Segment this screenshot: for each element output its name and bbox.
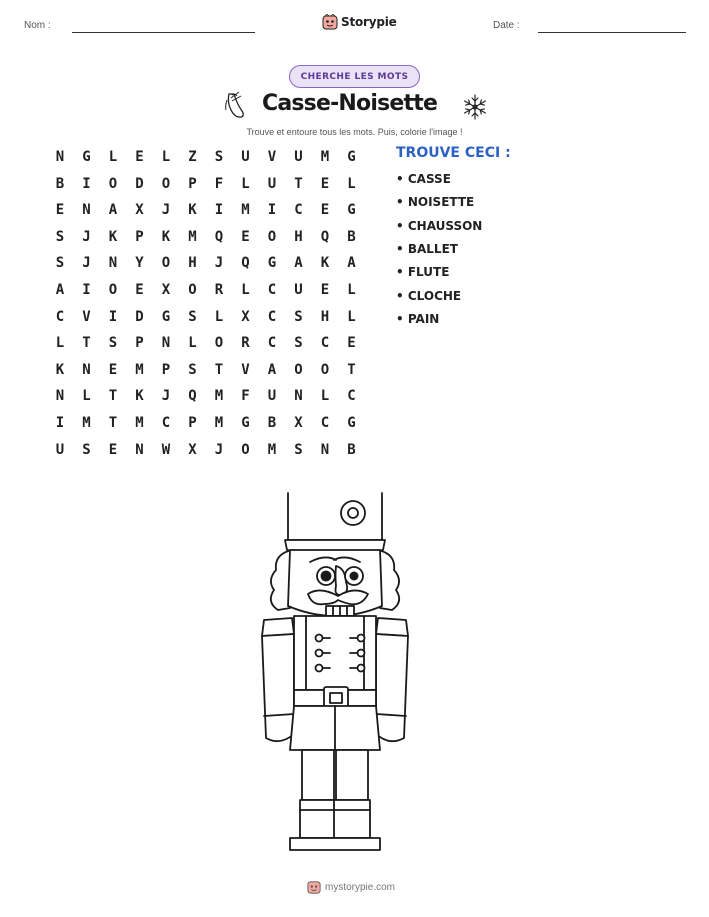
grid-letter[interactable]: Y <box>135 255 144 272</box>
grid-row <box>47 360 367 380</box>
date-line[interactable] <box>538 32 686 33</box>
brand-logo <box>322 14 397 30</box>
grid-letter[interactable]: X <box>188 441 197 458</box>
grid-letter[interactable]: J <box>82 228 91 245</box>
word-list-item: • FLUTE <box>396 265 450 280</box>
grid-letter[interactable]: A <box>267 361 277 378</box>
grid-letter[interactable]: N <box>55 149 65 165</box>
grid-letter[interactable]: O <box>267 228 277 245</box>
grid-letter[interactable]: P <box>135 228 144 245</box>
grid-letter[interactable]: C <box>320 335 330 352</box>
grid-letter[interactable]: U <box>267 175 277 192</box>
grid-letter[interactable]: K <box>161 228 171 245</box>
grid-letter[interactable]: S <box>294 335 303 352</box>
grid-letter[interactable]: N <box>161 335 171 352</box>
grid-letter[interactable]: N <box>108 255 118 272</box>
grid-letter[interactable]: T <box>214 361 224 378</box>
snowflake-icon <box>461 93 489 121</box>
footer <box>307 880 395 894</box>
grid-letter[interactable]: O <box>214 335 224 352</box>
grid-letter[interactable]: X <box>135 202 144 219</box>
grid-letter[interactable]: P <box>135 335 144 352</box>
grid-letter[interactable]: L <box>241 175 250 192</box>
grid-letter[interactable]: E <box>320 175 330 192</box>
grid-letter[interactable]: G <box>267 255 277 272</box>
grid-letter[interactable]: M <box>135 361 144 378</box>
grid-letter[interactable]: G <box>241 415 250 431</box>
grid-letter[interactable]: V <box>241 361 250 378</box>
grid-letter[interactable]: F <box>214 175 224 192</box>
grid-letter[interactable]: J <box>82 255 91 272</box>
grid-letter[interactable]: G <box>347 149 356 165</box>
grid-letter[interactable]: B <box>267 415 277 431</box>
page-title: Casse-Noisette <box>262 91 438 116</box>
grid-letter[interactable]: L <box>108 149 118 165</box>
grid-letter[interactable]: M <box>241 202 250 219</box>
grid-letter[interactable]: U <box>241 149 250 165</box>
grid-letter[interactable]: L <box>161 149 171 165</box>
grid-letter[interactable]: N <box>294 388 303 405</box>
word-list-item: • PAIN <box>396 311 440 326</box>
grid-letter[interactable]: E <box>135 149 144 165</box>
grid-letter[interactable]: M <box>320 149 330 165</box>
grid-letter[interactable]: X <box>294 415 303 431</box>
grid-letter[interactable]: R <box>214 282 224 298</box>
date-label: Date : <box>493 20 520 31</box>
footer-url[interactable]: mystorypie.com <box>325 881 396 893</box>
grid-letter[interactable]: C <box>161 415 171 431</box>
grid-letter[interactable]: I <box>214 202 224 219</box>
grid-letter[interactable]: A <box>347 255 356 272</box>
grid-letter[interactable]: U <box>294 282 303 298</box>
grid-letter[interactable]: B <box>347 441 356 458</box>
grid-letter[interactable]: F <box>241 388 250 405</box>
grid-letter[interactable]: J <box>214 441 224 458</box>
grid-letter[interactable]: Q <box>214 228 224 245</box>
grid-letter[interactable]: V <box>82 308 91 325</box>
grid-letter[interactable]: T <box>108 415 118 431</box>
storypie-logo-icon <box>307 880 321 894</box>
grid-letter[interactable]: W <box>161 441 171 458</box>
word-list-title: TROUVE CECI : <box>396 145 511 161</box>
grid-letter[interactable]: C <box>294 202 303 219</box>
grid-letter[interactable]: J <box>214 255 224 272</box>
grid-letter[interactable]: C <box>347 388 356 405</box>
grid-letter[interactable]: E <box>108 361 118 378</box>
grid-row <box>47 307 367 327</box>
grid-letter[interactable]: C <box>267 282 277 298</box>
grid-letter[interactable]: D <box>135 175 144 192</box>
grid-letter[interactable]: X <box>241 308 250 325</box>
grid-letter[interactable]: V <box>267 149 277 165</box>
grid-row <box>47 413 367 433</box>
grid-letter[interactable]: A <box>55 282 65 298</box>
grid-letter[interactable]: R <box>241 335 250 352</box>
grid-letter[interactable]: S <box>214 149 224 165</box>
grid-letter[interactable]: O <box>108 175 118 192</box>
grid-letter[interactable]: C <box>320 415 330 431</box>
grid-letter[interactable]: L <box>82 388 91 405</box>
grid-letter[interactable]: G <box>161 308 171 325</box>
grid-letter[interactable]: T <box>347 361 356 378</box>
grid-letter[interactable]: I <box>82 175 91 192</box>
grid-letter[interactable]: S <box>55 228 65 245</box>
grid-letter[interactable]: O <box>188 282 197 298</box>
brand-name: Storypie <box>341 15 397 29</box>
grid-letter[interactable]: B <box>347 228 356 245</box>
word-list-item: • BALLET <box>396 241 458 256</box>
grid-letter[interactable]: M <box>214 415 224 431</box>
grid-letter[interactable]: B <box>55 175 65 192</box>
grid-letter[interactable]: H <box>294 228 303 245</box>
instructions: Trouve et entoure tous les mots. Puis, colorie l'image ! <box>246 127 463 137</box>
grid-letter[interactable]: X <box>161 282 171 298</box>
grid-letter[interactable]: M <box>267 441 277 458</box>
grid-letter[interactable]: G <box>347 202 356 219</box>
grid-letter[interactable]: S <box>188 308 197 325</box>
activity-badge <box>289 65 420 88</box>
grid-letter[interactable]: T <box>82 335 91 352</box>
grid-row <box>47 333 367 353</box>
grid-letter[interactable]: D <box>135 308 144 325</box>
word-list-item: • CHAUSSON <box>396 218 483 233</box>
grid-letter[interactable]: I <box>82 282 91 298</box>
grid-letter[interactable]: E <box>108 441 118 458</box>
grid-letter[interactable]: N <box>135 441 144 458</box>
word-list-item: • NOISETTE <box>396 195 475 210</box>
grid-letter[interactable]: O <box>108 282 118 298</box>
grid-letter[interactable]: E <box>55 202 65 219</box>
grid-letter[interactable]: K <box>108 228 118 245</box>
grid-letter[interactable]: M <box>214 388 224 405</box>
grid-letter[interactable]: E <box>241 228 250 245</box>
grid-row <box>47 253 367 273</box>
grid-letter[interactable]: J <box>161 202 171 219</box>
grid-letter[interactable]: C <box>55 308 65 325</box>
grid-letter[interactable]: H <box>188 255 197 272</box>
name-line[interactable] <box>72 32 255 33</box>
grid-letter[interactable]: L <box>188 335 197 352</box>
grid-letter[interactable]: C <box>267 335 277 352</box>
grid-letter[interactable]: Q <box>188 388 197 405</box>
word-list-item: • CASSE <box>396 172 451 186</box>
word-list-item: • CLOCHE <box>396 288 462 303</box>
grid-letter[interactable]: G <box>347 415 356 431</box>
grid-letter[interactable]: J <box>161 388 171 405</box>
grid-letter[interactable]: O <box>161 175 171 192</box>
grid-letter[interactable]: M <box>135 415 144 431</box>
grid-letter[interactable]: K <box>55 361 65 378</box>
grid-letter[interactable]: L <box>241 282 250 298</box>
ballet-shoe-icon <box>223 90 249 120</box>
grid-letter[interactable]: E <box>320 202 330 219</box>
grid-row <box>47 440 367 460</box>
grid-letter[interactable]: M <box>82 415 91 431</box>
grid-letter[interactable]: A <box>108 202 118 219</box>
grid-row <box>47 174 367 194</box>
grid-letter[interactable]: S <box>55 255 65 272</box>
grid-letter[interactable]: Q <box>241 255 250 272</box>
grid-letter[interactable]: H <box>320 308 330 325</box>
grid-letter[interactable]: L <box>347 175 356 192</box>
grid-letter[interactable]: G <box>82 149 91 165</box>
grid-letter[interactable]: N <box>82 202 91 219</box>
grid-letter[interactable]: U <box>55 441 65 458</box>
grid-letter[interactable]: E <box>320 282 330 298</box>
grid-letter[interactable]: S <box>108 335 118 352</box>
grid-row <box>47 386 367 406</box>
grid-letter[interactable]: L <box>55 335 65 352</box>
grid-letter[interactable]: U <box>267 388 277 405</box>
name-label: Nom : <box>24 20 51 31</box>
grid-row <box>47 280 367 300</box>
grid-letter[interactable]: N <box>82 361 91 378</box>
grid-letter[interactable]: I <box>55 415 65 431</box>
grid-letter[interactable]: S <box>82 441 91 458</box>
grid-letter[interactable]: S <box>294 308 303 325</box>
grid-letter[interactable]: C <box>267 308 277 325</box>
nutcracker-illustration <box>250 488 420 853</box>
grid-letter[interactable]: K <box>135 388 144 405</box>
grid-letter[interactable]: P <box>188 175 197 192</box>
grid-letter[interactable]: N <box>55 388 65 405</box>
grid-letter[interactable]: K <box>320 255 330 272</box>
grid-letter[interactable]: L <box>214 308 224 325</box>
grid-letter[interactable]: T <box>294 175 303 192</box>
grid-letter[interactable]: S <box>188 361 197 378</box>
grid-letter[interactable]: I <box>108 308 118 325</box>
grid-letter[interactable]: P <box>161 361 171 378</box>
grid-letter[interactable]: E <box>347 335 356 352</box>
grid-letter[interactable]: O <box>161 255 171 272</box>
grid-letter[interactable]: I <box>267 202 277 219</box>
grid-letter[interactable]: O <box>320 361 330 378</box>
grid-row <box>47 147 367 167</box>
grid-row <box>47 227 367 247</box>
grid-letter[interactable]: P <box>188 415 197 431</box>
grid-letter[interactable]: L <box>320 388 330 405</box>
grid-letter[interactable]: U <box>294 149 303 165</box>
grid-letter[interactable]: T <box>108 388 118 405</box>
storypie-logo-icon <box>322 14 338 30</box>
grid-letter[interactable]: N <box>320 441 330 458</box>
grid-letter[interactable]: O <box>294 361 303 378</box>
grid-letter[interactable]: L <box>347 282 356 298</box>
grid-letter[interactable]: K <box>188 202 197 219</box>
grid-letter[interactable]: O <box>241 441 250 458</box>
activity-badge-label: CHERCHE LES MOTS <box>300 71 409 82</box>
grid-letter[interactable]: M <box>188 228 197 245</box>
grid-letter[interactable]: Q <box>320 228 330 245</box>
grid-letter[interactable]: A <box>294 255 303 272</box>
grid-row <box>47 200 367 220</box>
grid-letter[interactable]: E <box>135 282 144 298</box>
grid-letter[interactable]: S <box>294 441 303 458</box>
grid-letter[interactable]: L <box>347 308 356 325</box>
grid-letter[interactable]: Z <box>188 149 197 165</box>
